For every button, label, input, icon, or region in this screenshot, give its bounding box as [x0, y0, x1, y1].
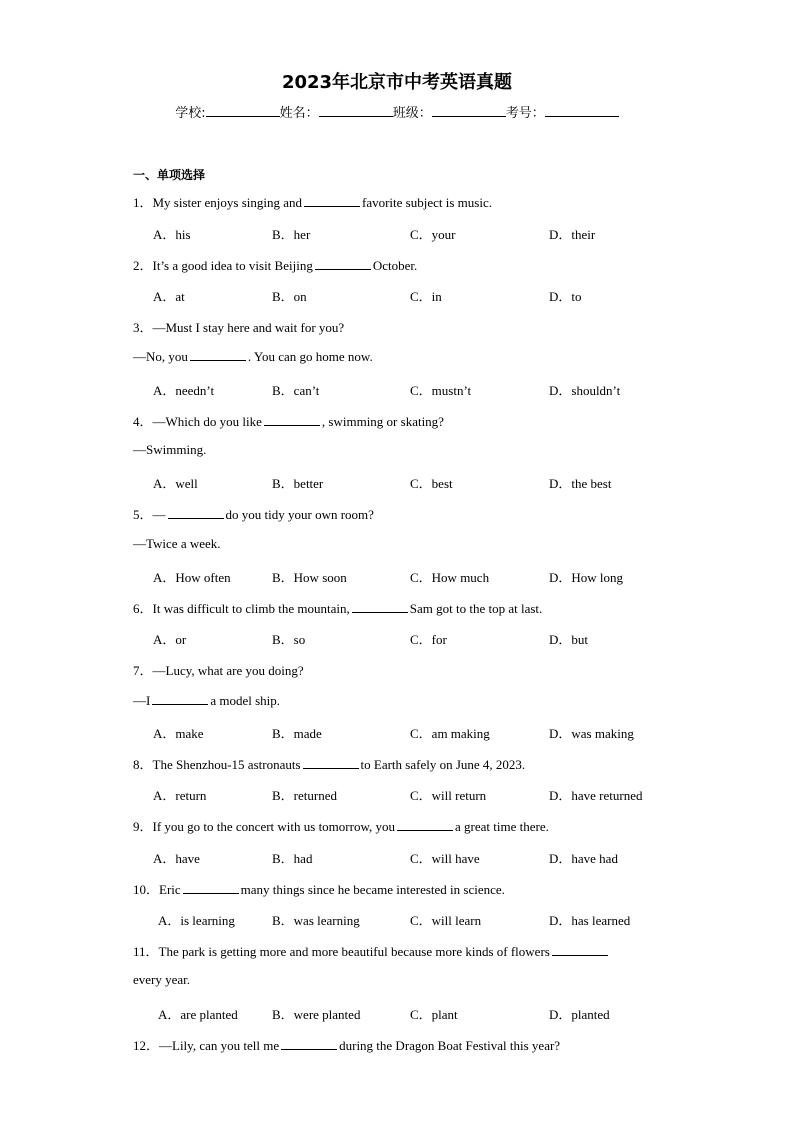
option-d: D．planted [549, 1007, 610, 1022]
answer-blank [183, 881, 239, 894]
section-title: 一、单项选择 [133, 168, 206, 182]
stem-before-blank: 4．—Which do you like [133, 414, 262, 429]
stem-before-blank: 8．The Shenzhou-15 astronauts [133, 757, 301, 772]
option-row [0, 629, 794, 647]
option-row [0, 785, 794, 803]
option-c: C．your [410, 227, 456, 242]
name-blank [319, 104, 393, 117]
question-stem [133, 504, 374, 523]
option-d: D．their [549, 227, 596, 242]
option-d: D．to [549, 289, 582, 304]
stem-after-blank: . You can go home now. [247, 349, 373, 364]
option-a: A．needn’t [153, 383, 215, 398]
option-a: A．is learning [158, 913, 235, 928]
option-b: B．on [272, 289, 307, 304]
question-stem [133, 692, 280, 709]
option-b: B．her [272, 227, 311, 242]
question-reply: every year. [133, 972, 191, 987]
stem-after-blank: October. [372, 258, 418, 273]
stem-before-blank: 2．It’s a good idea to visit Beijing [133, 258, 313, 273]
question-stem [133, 192, 492, 211]
option-a: A．How often [153, 570, 231, 585]
answer-blank [352, 600, 408, 613]
option-c: C．will return [410, 788, 487, 803]
option-c: C．will have [410, 851, 480, 866]
student-info-row [0, 102, 794, 121]
question-stem [133, 879, 505, 898]
answer-blank [315, 257, 371, 270]
class-blank [432, 104, 506, 117]
number-label: 考号： [505, 106, 545, 121]
option-row [0, 473, 794, 491]
option-row [0, 910, 794, 928]
stem-before-blank: 5．— [133, 507, 166, 522]
answer-blank [168, 506, 224, 519]
stem-before-blank: —I [133, 693, 151, 708]
answer-blank [152, 692, 208, 705]
number-blank [545, 104, 619, 117]
option-row [0, 380, 794, 398]
question-stem [133, 348, 373, 365]
option-d: D．has learned [549, 913, 631, 928]
option-a: A．have [153, 851, 200, 866]
stem-after-blank: Sam got to the top at last. [409, 601, 543, 616]
option-b: B．made [272, 726, 322, 741]
option-d: D．have had [549, 851, 618, 866]
stem-after-blank: to Earth safely on June 4, 2023. [360, 757, 526, 772]
stem-before-blank: 11．The park is getting more and more beautiful because more kinds of flowers [133, 944, 550, 959]
answer-blank [190, 348, 246, 361]
option-d: D．the best [549, 476, 612, 491]
question-stem [133, 411, 444, 430]
option-d: D．but [549, 632, 589, 647]
option-a: A．well [153, 476, 198, 491]
answer-blank [264, 413, 320, 426]
stem-after-blank: many things since he became interested in science. [240, 882, 505, 897]
option-d: D．have returned [549, 788, 643, 803]
stem-before-blank: 6．It was difficult to climb the mountain, [133, 601, 350, 616]
option-a: A．his [153, 227, 191, 242]
option-c: C．in [410, 289, 442, 304]
option-b: B．better [272, 476, 324, 491]
option-b: B．was learning [272, 913, 360, 928]
option-d: D．shouldn’t [549, 383, 621, 398]
stem-after-blank: , swimming or skating? [321, 414, 444, 429]
option-a: A．are planted [158, 1007, 238, 1022]
question-stem [133, 598, 542, 617]
stem-after-blank: do you tidy your own room? [225, 507, 374, 522]
question-prompt: 7．—Lucy, what are you doing? [133, 663, 304, 678]
option-row [0, 567, 794, 585]
question-prompt: 3．—Must I stay here and wait for you? [133, 320, 345, 335]
option-a: A．or [153, 632, 187, 647]
answer-blank [552, 943, 608, 956]
stem-after-blank: during the Dragon Boat Festival this year? [339, 1038, 561, 1053]
option-b: B．returned [272, 788, 337, 803]
stem-before-blank: 10．Eric [133, 882, 181, 897]
option-c: C．How much [410, 570, 490, 585]
option-b: B．can’t [272, 383, 320, 398]
question-stem [133, 1035, 560, 1054]
stem-before-blank: —No, you [133, 349, 188, 364]
option-row [0, 723, 794, 741]
option-b: B．were planted [272, 1007, 361, 1022]
stem-before-blank: 12．—Lily, can you tell me [133, 1038, 280, 1053]
name-label: 姓名： [279, 106, 319, 121]
question-stem [133, 816, 549, 835]
option-b: B．How soon [272, 570, 347, 585]
option-a: A．make [153, 726, 204, 741]
option-d: D．was making [549, 726, 634, 741]
stem-after-blank: a model ship. [210, 693, 281, 708]
option-b: B．so [272, 632, 306, 647]
question-stem [133, 255, 417, 274]
question-stem [133, 941, 610, 960]
stem-after-blank: favorite subject is music. [362, 195, 492, 210]
option-c: C．plant [410, 1007, 458, 1022]
option-a: A．return [153, 788, 207, 803]
option-c: C．will learn [410, 913, 482, 928]
option-row [0, 286, 794, 304]
stem-before-blank: 9．If you go to the concert with us tomorrow, you [133, 819, 395, 834]
school-label: 学校: [175, 106, 206, 121]
answer-blank [303, 756, 359, 769]
answer-blank [281, 1037, 337, 1050]
class-label: 班级： [392, 106, 432, 121]
option-c: C．mustn’t [410, 383, 472, 398]
page-title: 2023年北京市中考英语真题 [281, 72, 513, 93]
option-row [0, 1004, 794, 1022]
stem-after-blank: a great time there. [455, 819, 549, 834]
option-c: C．for [410, 632, 447, 647]
option-a: A．at [153, 289, 185, 304]
option-row [0, 224, 794, 242]
option-b: B．had [272, 851, 313, 866]
answer-blank [304, 194, 360, 207]
option-c: C．best [410, 476, 453, 491]
question-reply: —Twice a week. [133, 536, 221, 551]
answer-blank [397, 818, 453, 831]
question-reply: —Swimming. [133, 442, 207, 457]
stem-before-blank: 1．My sister enjoys singing and [133, 195, 302, 210]
question-stem [133, 754, 525, 773]
option-c: C．am making [410, 726, 490, 741]
school-blank [206, 104, 280, 117]
option-row [0, 848, 794, 866]
option-d: D．How long [549, 570, 624, 585]
